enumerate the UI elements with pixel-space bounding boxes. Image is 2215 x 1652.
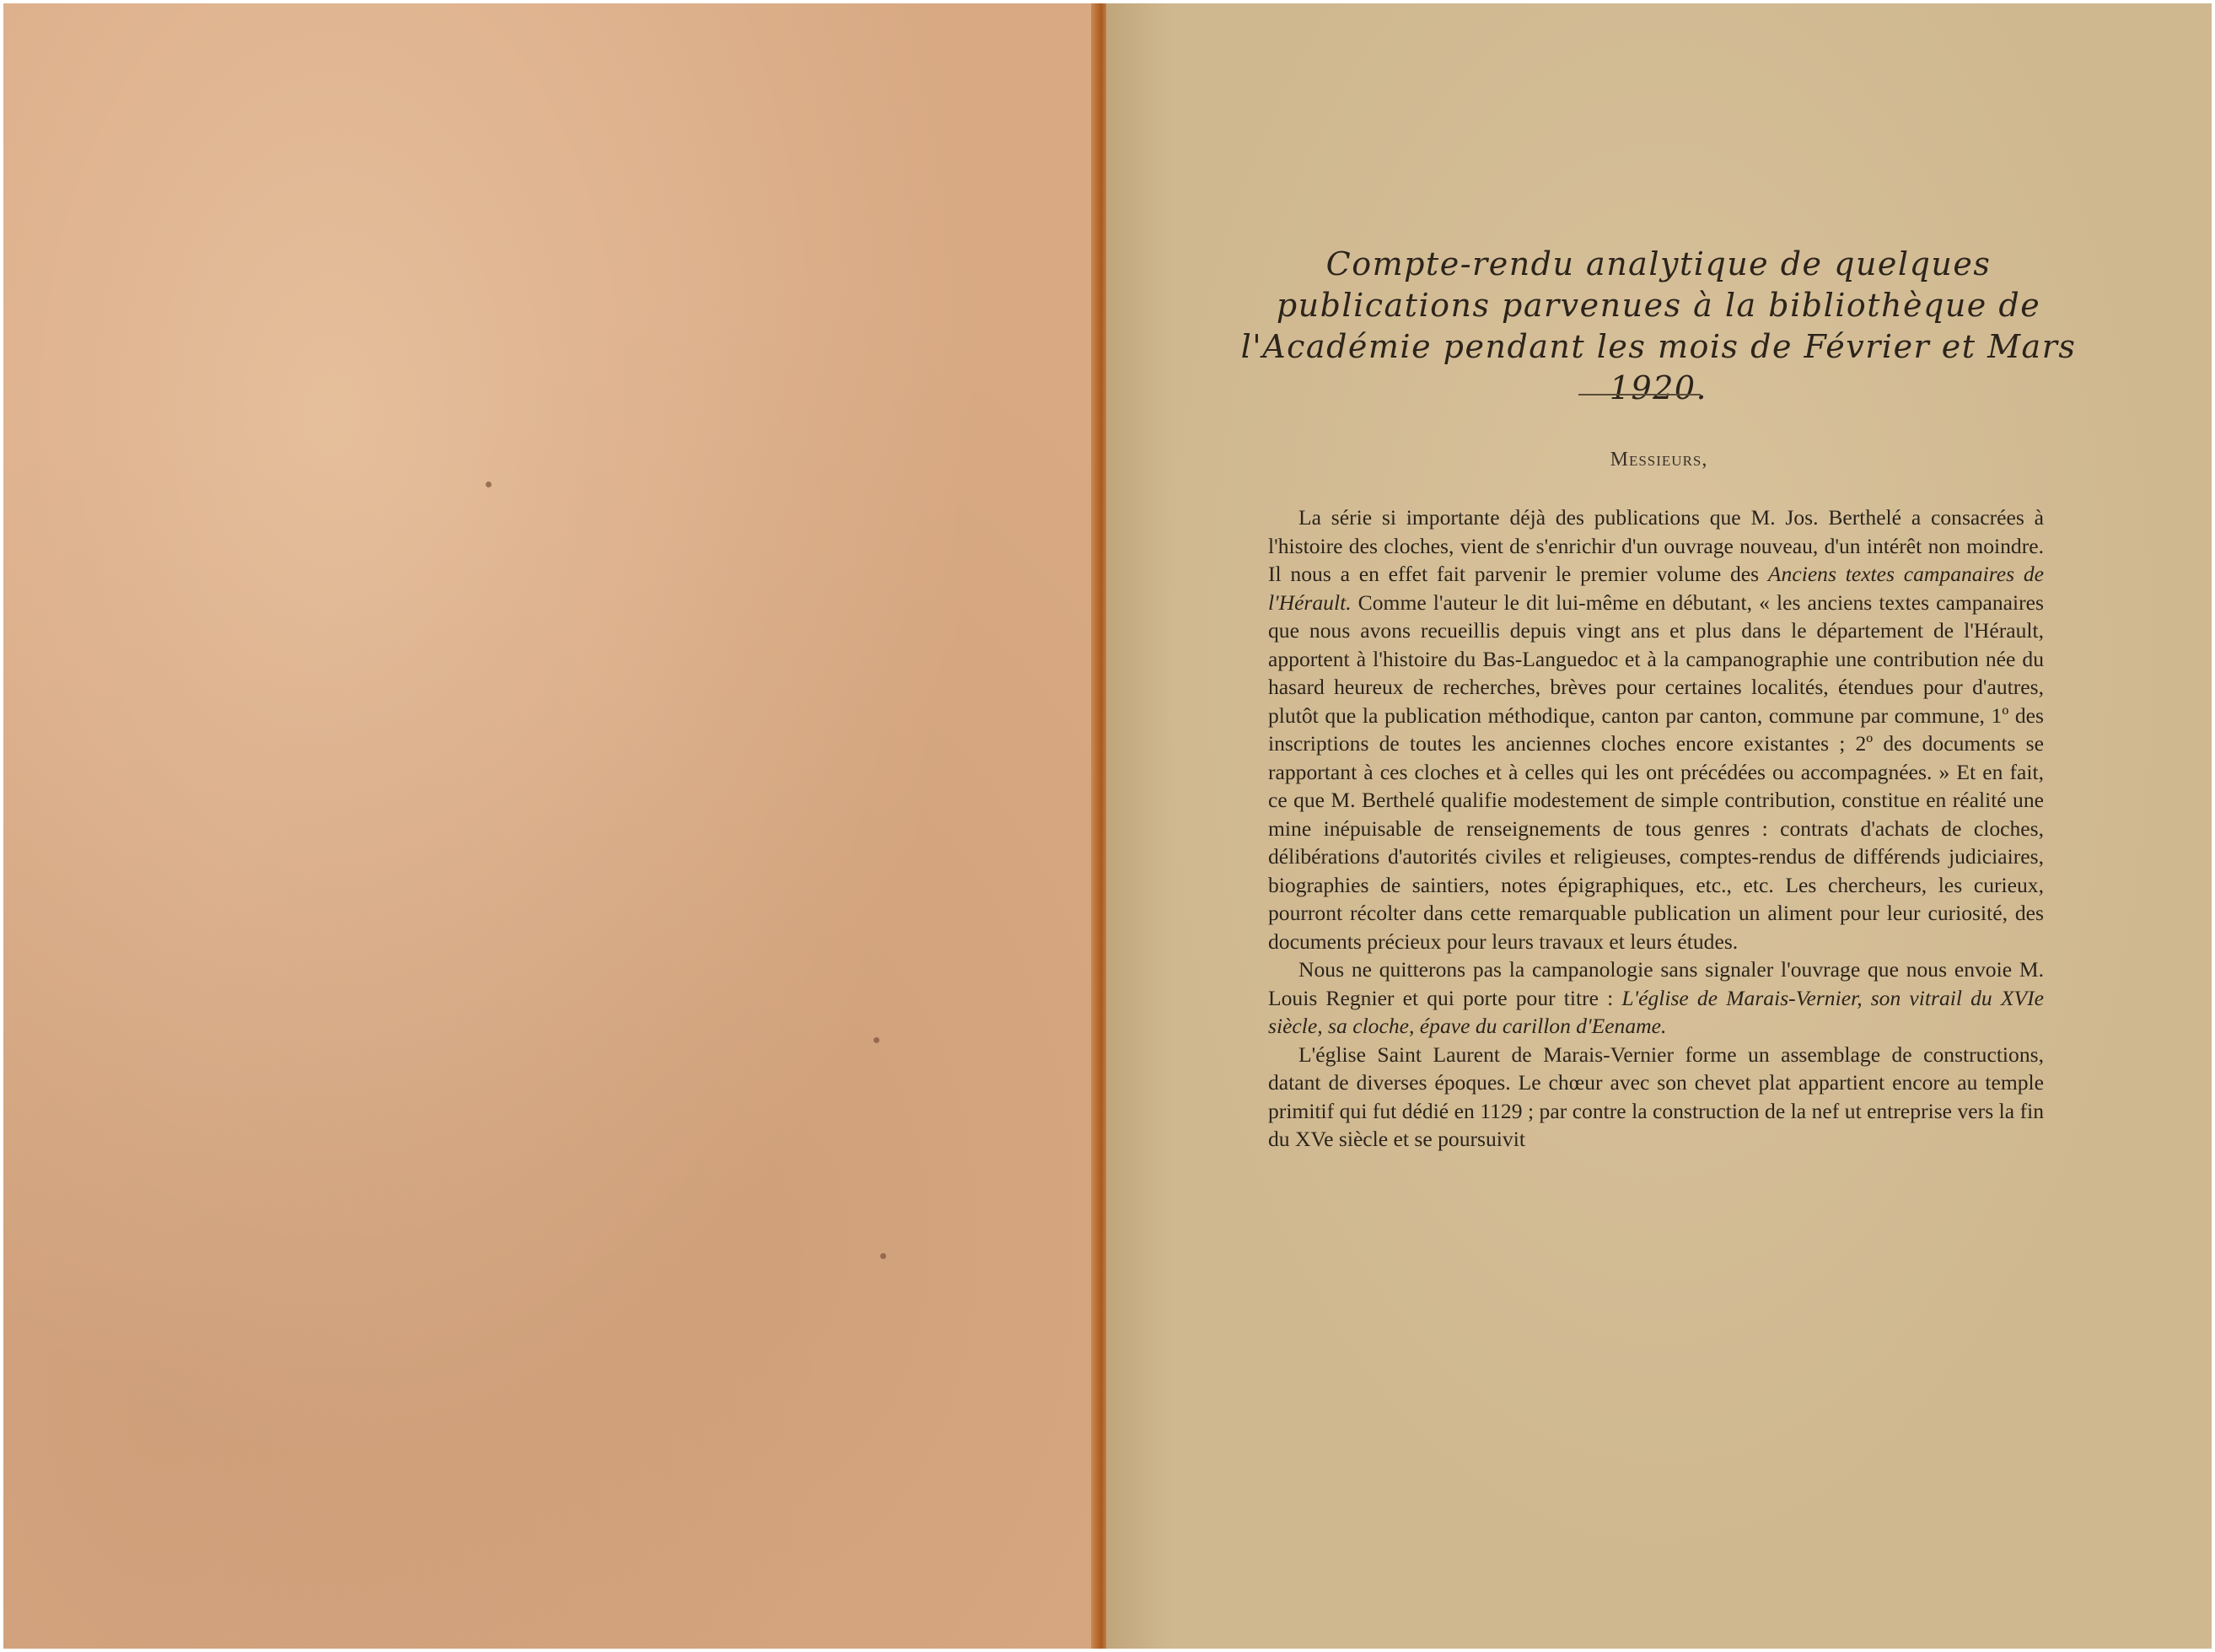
salutation: Messieurs, [1610, 449, 1708, 471]
paragraph: L'église Saint Laurent de Marais-Vernier forme un assemblage de constructions, datant de diverses époques. Le chœur avec son chevet plat appartient encore au temple primitif qui fut dédié en 1129 ; par contre la construction de la nef ut entreprise vers la fin du XVe siècle et se poursuivit [1268, 1041, 2044, 1151]
paper-spot [874, 1037, 879, 1043]
left-page-blank [3, 3, 1098, 1649]
document-title: Compte-rendu analytique de quelques publications parvenues à la bibliothèque de l'Académie pendant les mois de Février et Mars 1920. [1240, 245, 2077, 406]
paper-spot [880, 1253, 886, 1259]
paragraph: La série si importante déjà des publications que M. Jos. Berthelé a consacrées à l'histoire des cloches, vient de s'enrichir d'un ouvrage nouveau, d'un intérêt non moindre. Il nous a en effet fait parvenir le premier volume des Anciens textes campanaires de l'Hérault. Comme l'auteur le dit lui-même en débutant, « les anciens textes campanaires que nous avons recueillis depuis vingt ans et plus dans le département de l'Hérault, apportent à l'histoire du Bas-Languedoc et à la campanographie une contribution née du hasard heureux de recherches, brèves pour certaines localités, étendues pour d'autres, plutôt que la publication méthodique, canton par canton, commune par commune, 1º des inscriptions de toutes les anciennes cloches encore existantes ; 2º des documents se rapportant à ces cloches et à celles qui les ont précédées ou accompagnées. » Et en fait, ce que M. Berthelé qualifie modestement de simple contribution, constitue en réalité une mine inépuisable de renseignements de tous genres : contrats d'achats de cloches, délibérations d'autorités civiles et religieuses, comptes-rendus de différends judiciaires, biographies de saintiers, notes épigraphiques, etc., etc. Les chercheurs, les curieux, pourront récolter dans cette remarquable publication un aliment pour leur curiosité, des documents précieux pour leurs travaux et leurs études. [1268, 505, 2044, 954]
book-spread [3, 3, 2212, 1649]
body-text [1268, 503, 2044, 1154]
right-page [1106, 3, 2212, 1649]
paragraph: Nous ne quitterons pas la campanologie sans signaler l'ouvrage que nous envoie M. Louis Regnier et qui porte pour titre : L'église de Marais-Vernier, son vitrail du XVIe siècle, sa cloche, épave du carillon d'Eename. [1268, 957, 2044, 1038]
paper-spot [486, 482, 492, 487]
title-divider [1578, 394, 1701, 396]
